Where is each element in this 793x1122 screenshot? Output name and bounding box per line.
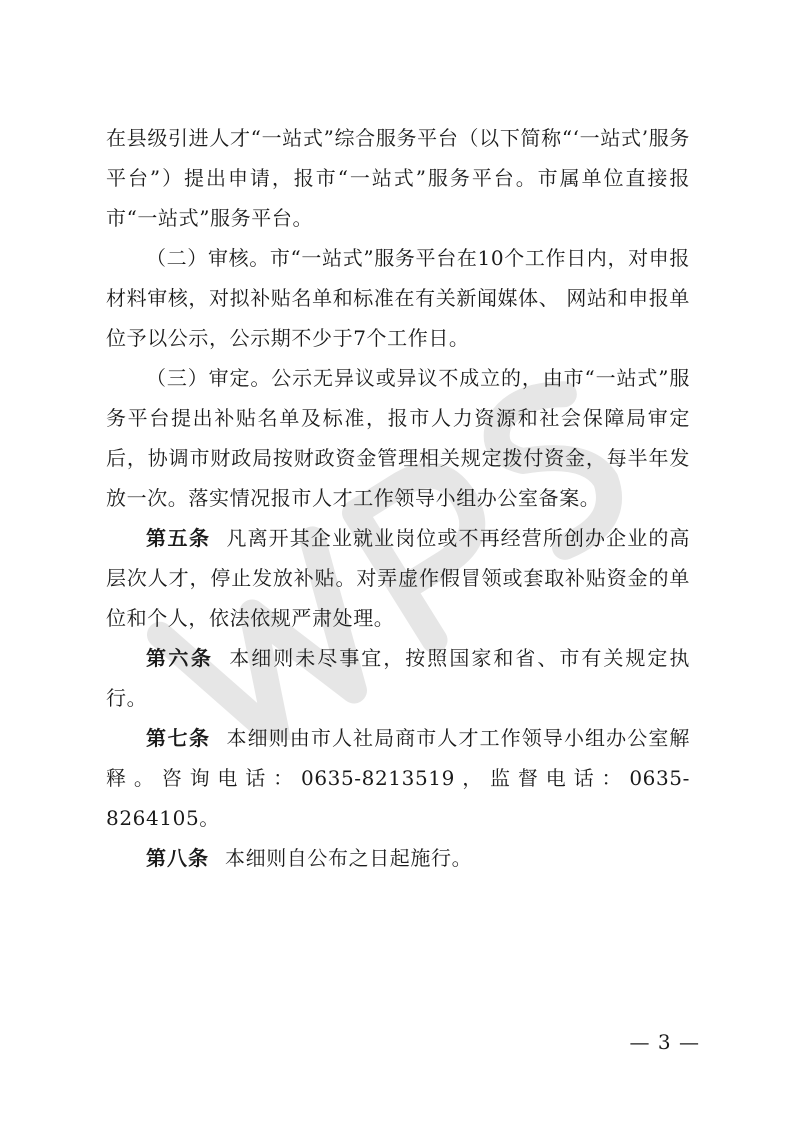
paragraph-text: （二）审核。市“一站式”服务平台在10个工作日内，对申报材料审核，对拟补贴名单和标准在有关新闻媒体、 网站和申报单位予以公示，公示期不少于7个工作日。 [106,246,690,350]
article-label: 第七条 [146,726,211,750]
body-text [106,118,690,878]
article-label: 第六条 [146,646,214,670]
article-text: 本细则由市人社局商市人才工作领导小组办公室解释。咨询电话：0635-8213519，监督电话：0635-8264105。 [106,726,691,830]
article-text: 凡离开其企业就业岗位或不再经营所创办企业的高层次人才，停止发放补贴。对弄虚作假冒领或套取补贴资金的单位和个人，依法依规严肃处理。 [106,526,691,630]
page-number: — 3 — [629,1030,700,1054]
article-seven [106,718,690,838]
paragraph-text: （三）审定。公示无异议或异议不成立的，由市“一站式”服务平台提出补贴名单及标准，报市人力资源和社会保障局审定后，协调市财政局按财政资金管理相关规定拨付资金，每半年发放一次。落实情况报市人才工作领导小组办公室备案。 [106,366,690,510]
article-eight [106,838,690,878]
article-six [106,638,690,718]
paragraph-text: 在县级引进人才“一站式”综合服务平台（以下简称“‘一站式’服务平台”）提出申请，报市“一站式”服务平台。市属单位直接报市“一站式”服务平台。 [106,126,690,230]
article-label: 第五条 [146,526,211,550]
paragraph-review [106,238,690,358]
article-text: 本细则未尽事宜，按照国家和省、市有关规定执行。 [106,646,690,710]
article-text: 本细则自公布之日起施行。 [225,846,473,870]
paragraph-approval [106,358,690,518]
article-five [106,518,690,638]
article-label: 第八条 [146,846,209,870]
paragraph-application [106,118,690,238]
